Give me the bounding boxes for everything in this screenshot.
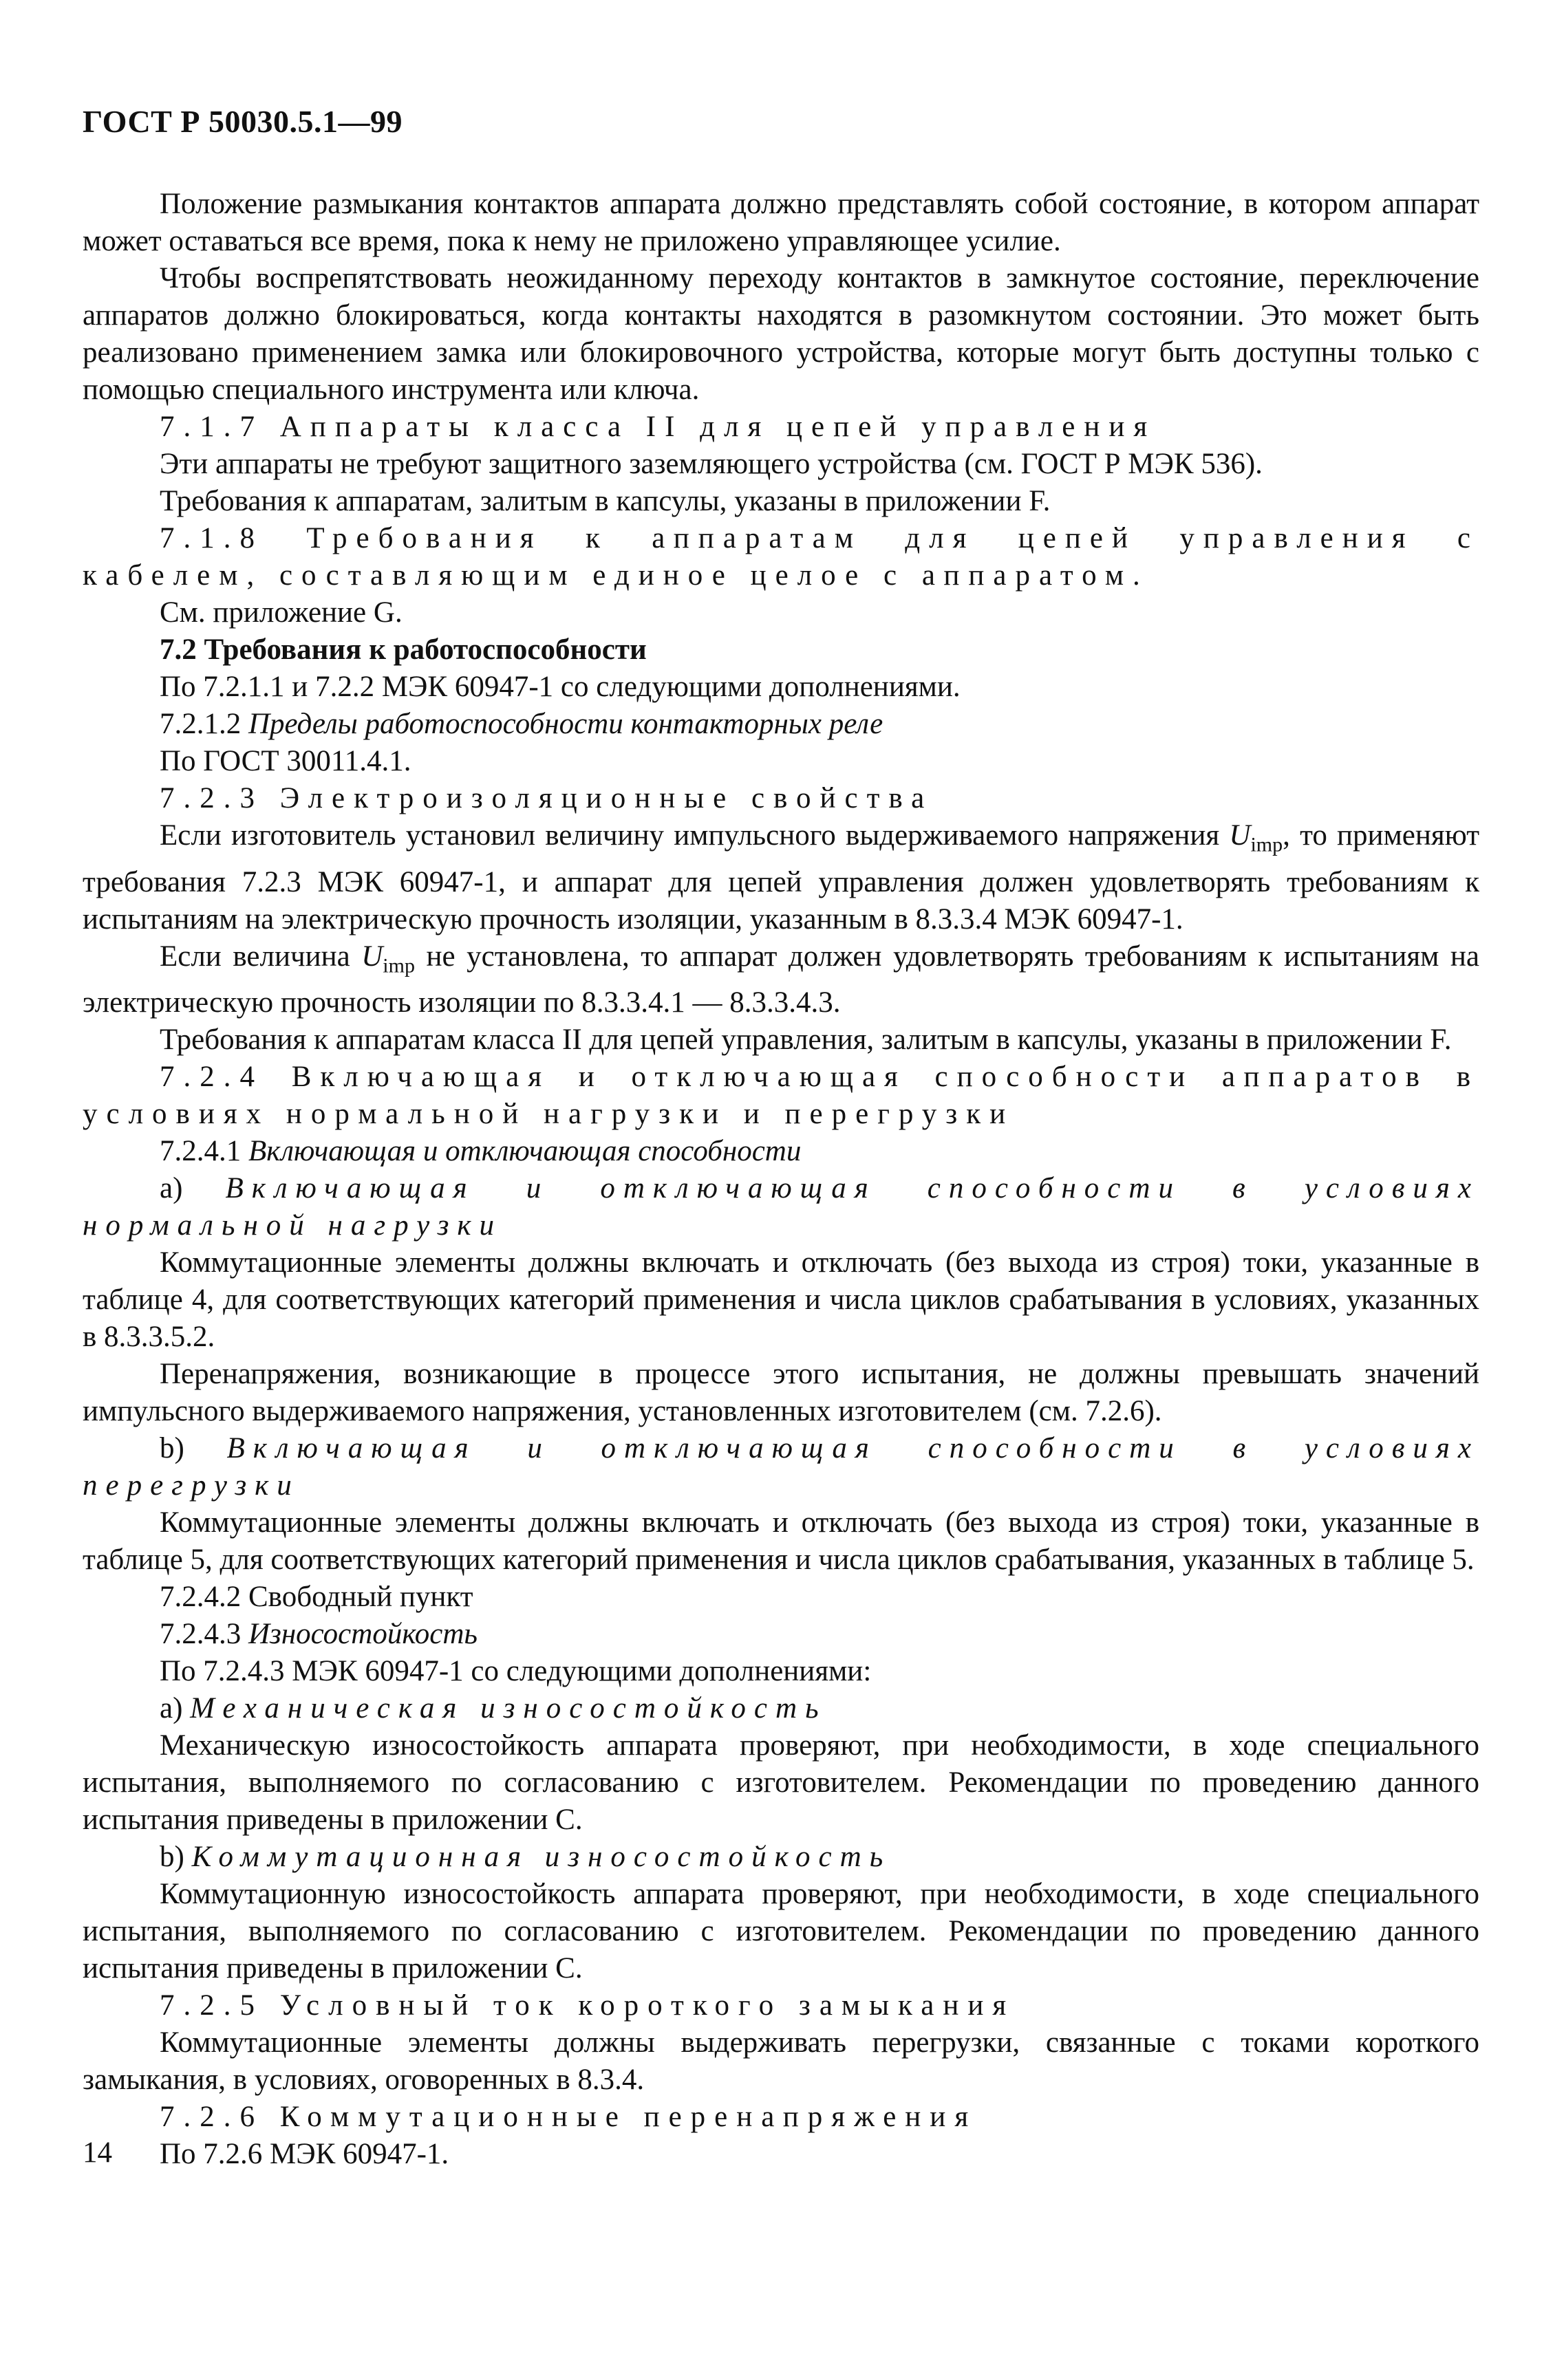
u-subscript: imp	[383, 954, 415, 977]
document-header: ГОСТ Р 50030.5.1—99	[83, 104, 403, 139]
section-heading: 7.2.5 Условный ток короткого замыкания	[160, 1989, 1016, 2022]
subsection-heading	[83, 1616, 1479, 1653]
section-heading: 7.2.4 Включающая и отключающая способности аппаратов в условиях нормальной нагрузки и перегрузки	[83, 1061, 1479, 1131]
subsection-title: Износостойкость	[248, 1618, 478, 1651]
paragraph: Перенапряжения, возникающие в процессе этого испытания, не должны превышать значений импульсного выдерживаемого напряжения, установленных изготовителем (см. 7.2.6).	[83, 1358, 1479, 1428]
list-title: Включающая и отключающая способности в условиях нормальной нагрузки	[83, 1172, 1480, 1242]
paragraph: Требования к аппаратам, залитым в капсулы, указаны в приложении F.	[160, 485, 1051, 517]
paragraph: Требования к аппаратам класса II для цепей управления, залитым в капсулы, указаны в приложении F.	[160, 1024, 1452, 1057]
list-label: a)	[160, 1692, 183, 1725]
paragraph: По 7.2.1.1 и 7.2.2 МЭК 60947-1 со следующими дополнениями.	[160, 671, 961, 703]
paragraph-text: , то применяют требования 7.2.3 МЭК 60947-1, и аппарат для цепей управления должен удовлетворять требованиям к испытаниям на электрическую прочность изоляции, указанным в 8.3.3.4 МЭК 60947-1.	[83, 819, 1480, 935]
paragraph-text: не установлена, то аппарат должен удовлетворять требованиям к испытаниям на электрическую прочность изоляции по 8.3.3.4.1 — 8.3.3.4.3.	[83, 940, 1480, 1019]
paragraph: Коммутационные элементы должны включать и отключать (без выхода из строя) токи, указанные в таблице 4, для соответствующих категорий применения и числа циклов срабатывания в условиях, указанных в 8.3.3.5.2.	[83, 1246, 1479, 1354]
subsection-number: 7.2.4.1	[160, 1135, 242, 1168]
paragraph-text: Если изготовитель установил величину импульсного выдерживаемого напряжения	[160, 819, 1220, 852]
paragraph: По 7.2.4.3 МЭК 60947-1 со следующими дополнениями:	[160, 1655, 872, 1688]
section-heading: 7.1.7 Аппараты класса II для цепей управления	[160, 411, 1157, 443]
list-label: b)	[160, 1432, 184, 1465]
subsection-number: 7.2.4.3	[160, 1618, 242, 1651]
list-item-heading	[83, 1690, 1479, 1727]
paragraph: По 7.2.6 МЭК 60947-1.	[160, 2138, 449, 2171]
list-title: Механическая износостойкость	[190, 1692, 827, 1725]
u-letter: U	[361, 940, 383, 973]
list-label: b)	[160, 1841, 184, 1874]
paragraph	[83, 938, 1479, 1022]
subsection-number: 7.2.1.2	[160, 708, 242, 740]
subsection-heading	[83, 706, 1479, 743]
paragraph: По ГОСТ 30011.4.1.	[160, 745, 411, 777]
page-number: 14	[83, 2136, 112, 2169]
subsection-title: Пределы работоспособности контакторных реле	[248, 708, 883, 740]
paragraph: Механическую износостойкость аппарата проверяют, при необходимости, в ходе специального испытания, выполняемого по согласованию с изготовителем. Рекомендации по проведению данного испытания приведены в приложении С.	[83, 1729, 1479, 1837]
paragraph: Коммутационные элементы должны выдерживать перегрузки, связанные с токами короткого замыкания, в условиях, оговоренных в 8.3.4.	[83, 2026, 1479, 2097]
paragraph: См. приложение G.	[160, 596, 403, 629]
section-heading-bold: 7.2 Требования к работоспособности	[160, 634, 647, 666]
paragraph: Положение размыкания контактов аппарата должно представлять собой состояние, в котором аппарат может оставаться все время, пока к нему не приложено управляющее усилие.	[83, 188, 1479, 257]
subsection-heading: 7.2.4.2 Свободный пункт	[160, 1581, 473, 1614]
list-label: a)	[160, 1172, 183, 1205]
subsection-heading	[83, 1133, 1479, 1170]
section-heading: 7.2.6 Коммутационные перенапряжения	[160, 2101, 978, 2134]
paragraph: Коммутационную износостойкость аппарата проверяют, при необходимости, в ходе специального испытания, выполняемого по согласованию с изготовителем. Рекомендации по проведению данного испытания приведены в приложении С.	[83, 1878, 1479, 1985]
paragraph: Коммутационные элементы должны включать и отключать (без выхода из строя) токи, указанные в таблице 5, для соответствующих категорий применения и числа циклов срабатывания, указанных в таблице 5.	[83, 1506, 1479, 1577]
paragraph-text: Если величина	[160, 940, 350, 973]
paragraph: Эти аппараты не требуют защитного заземляющего устройства (см. ГОСТ Р МЭК 536).	[160, 448, 1263, 480]
section-heading: 7.2.3 Электроизоляционные свойства	[160, 782, 934, 814]
list-item-heading	[83, 1170, 1479, 1244]
subsection-title: Включающая и отключающая способности	[248, 1135, 802, 1168]
section-heading: 7.1.8 Требования к аппаратам для цепей управления с кабелем, составляющим единое целое с аппаратом.	[83, 522, 1479, 592]
paragraph: Чтобы воспрепятствовать неожиданному переходу контактов в замкнутое состояние, переключение аппаратов должно блокироваться, когда контакты находятся в разомкнутом состоянии. Это может быть реализовано применением замка или блокировочного устройства, которые могут быть доступны только с помощью специального инструмента или ключа.	[83, 262, 1479, 406]
u-letter: U	[1229, 819, 1251, 852]
u-subscript: imp	[1250, 833, 1283, 856]
list-title: Включающая и отключающая способности в условиях перегрузки	[83, 1432, 1479, 1502]
document-body	[83, 186, 1479, 2173]
paragraph	[83, 817, 1479, 938]
list-item-heading	[83, 1430, 1479, 1504]
list-title: Коммутационная износостойкость	[191, 1841, 892, 1874]
list-item-heading	[83, 1839, 1479, 1876]
